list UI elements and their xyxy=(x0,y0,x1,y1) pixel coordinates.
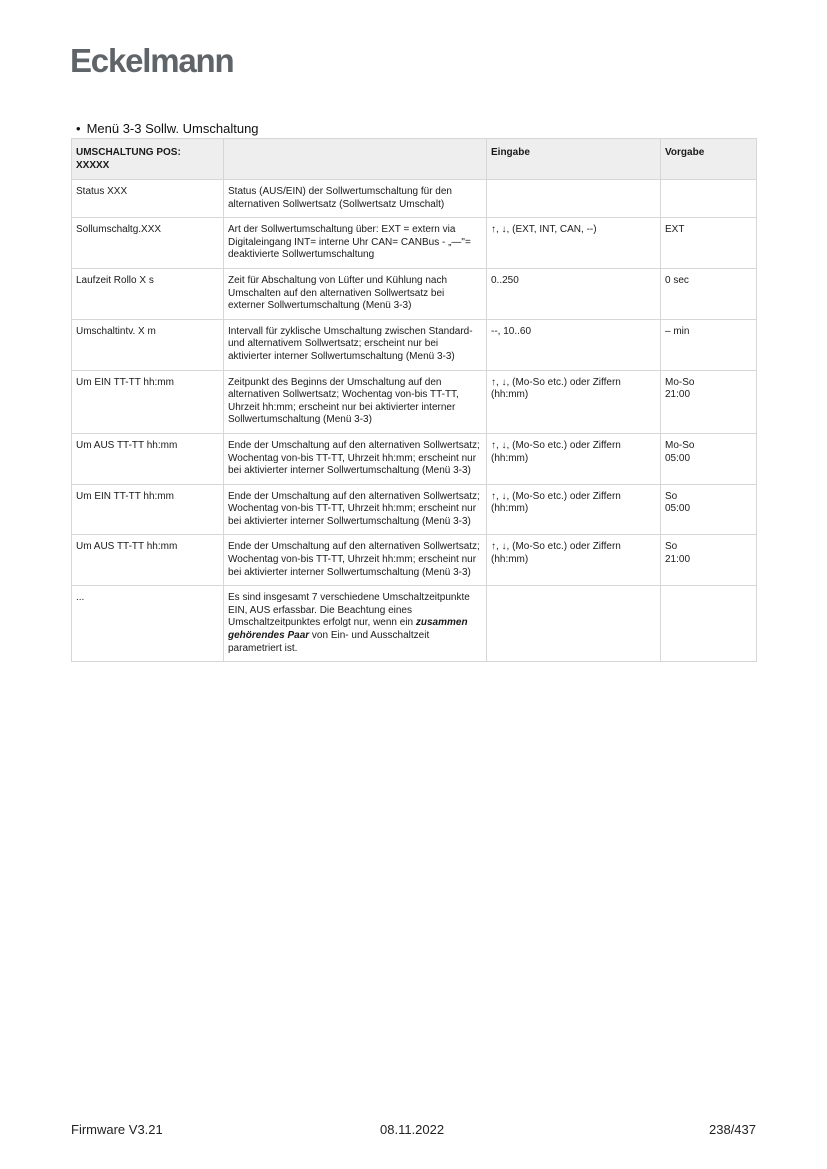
table-row xyxy=(72,535,757,586)
note-emphasis: zusammen gehörendes Paar xyxy=(228,617,468,642)
footer-date: 08.11.2022 xyxy=(380,1122,445,1137)
cell-eingabe: ↑, ↓, (Mo-So etc.) oder Ziffern (hh:mm) xyxy=(487,370,661,433)
cell-vorgabe: So 05:00 xyxy=(661,484,757,535)
section-heading xyxy=(76,121,259,136)
table-row xyxy=(72,180,757,218)
table-header-row xyxy=(72,139,757,180)
cell-description: Ende der Umschaltung auf den alternativen Sollwertsatz; Wochentag von-bis TT-TT, Uhrzeit hh:mm; erscheint nur bei aktivierter interner Sollwertumschaltung (Menü 3-3) xyxy=(224,433,487,484)
cell-parameter: Umschaltintv. X m xyxy=(72,319,224,370)
cell-description: Ende der Umschaltung auf den alternativen Sollwertsatz; Wochentag von-bis TT-TT, Uhrzeit hh:mm; erscheint nur bei aktivierter interner Sollwertumschaltung (Menü 3-3) xyxy=(224,535,487,586)
cell-vorgabe xyxy=(661,180,757,218)
cell-description: Zeitpunkt des Beginns der Umschaltung auf den alternativen Sollwertsatz; Wochentag von-bis TT-TT, Uhrzeit hh:mm; erscheint nur bei aktivierter interner Sollwertumschaltung (Menü 3-3) xyxy=(224,370,487,433)
umschaltung-table xyxy=(71,138,757,662)
cell-eingabe: ↑, ↓, (EXT, INT, CAN, --) xyxy=(487,218,661,269)
cell-description: Ende der Umschaltung auf den alternativen Sollwertsatz; Wochentag von-bis TT-TT, Uhrzeit hh:mm; erscheint nur bei aktivierter interner Sollwertumschaltung (Menü 3-3) xyxy=(224,484,487,535)
table-row xyxy=(72,484,757,535)
cell-eingabe: --, 10..60 xyxy=(487,319,661,370)
cell-vorgabe: – min xyxy=(661,319,757,370)
table-row xyxy=(72,586,757,662)
cell-eingabe: ↑, ↓, (Mo-So etc.) oder Ziffern (hh:mm) xyxy=(487,484,661,535)
cell-vorgabe: So 21:00 xyxy=(661,535,757,586)
cell-vorgabe: EXT xyxy=(661,218,757,269)
cell-eingabe: ↑, ↓, (Mo-So etc.) oder Ziffern (hh:mm) xyxy=(487,535,661,586)
cell-parameter: Um EIN TT-TT hh:mm xyxy=(72,484,224,535)
table-row xyxy=(72,218,757,269)
cell-parameter: ... xyxy=(72,586,224,662)
header-eingabe: Eingabe xyxy=(487,139,661,180)
cell-vorgabe: Mo-So 21:00 xyxy=(661,370,757,433)
cell-parameter: Um AUS TT-TT hh:mm xyxy=(72,535,224,586)
cell-eingabe: ↑, ↓, (Mo-So etc.) oder Ziffern (hh:mm) xyxy=(487,433,661,484)
cell-parameter: Status XXX xyxy=(72,180,224,218)
cell-vorgabe: 0 sec xyxy=(661,268,757,319)
cell-vorgabe xyxy=(661,586,757,662)
note-text-before: Es sind insgesamt 7 verschiedene Umschaltzeitpunkte EIN, AUS erfassbar. Die Beachtung eines Umschaltzeitpunktes erfolgt nur, wenn ein xyxy=(228,592,470,629)
cell-parameter: Laufzeit Rollo X s xyxy=(72,268,224,319)
table-row xyxy=(72,370,757,433)
section-title: Menü 3-3 Sollw. Umschaltung xyxy=(86,121,259,136)
cell-vorgabe: Mo-So 05:00 xyxy=(661,433,757,484)
cell-description: Status (AUS/EIN) der Sollwertumschaltung für den alternativen Sollwertsatz (Sollwertsatz Umschalt) xyxy=(224,180,487,218)
header-vorgabe: Vorgabe xyxy=(661,139,757,180)
cell-parameter: Sollumschaltg.XXX xyxy=(72,218,224,269)
cell-description: Art der Sollwertumschaltung über: EXT = extern via Digitaleingang INT= interne Uhr CAN= CANBus - „—"= deaktivierte Sollwertumschaltung xyxy=(224,218,487,269)
header-description xyxy=(224,139,487,180)
cell-eingabe xyxy=(487,586,661,662)
cell-description: Intervall für zyklische Umschaltung zwischen Standard- und alternativem Sollwertsatz; erscheint nur bei aktivierter interner Sollwertumschaltung (Menü 3-3) xyxy=(224,319,487,370)
note-text-after: von Ein- und Ausschaltzeit parametriert ist. xyxy=(228,630,430,654)
table-row xyxy=(72,433,757,484)
bullet: • xyxy=(76,121,81,136)
header-parameter: UMSCHALTUNG POS: XXXXX xyxy=(72,139,224,180)
footer-page-number: 238/437 xyxy=(709,1122,756,1137)
table-row xyxy=(72,268,757,319)
cell-description: Zeit für Abschaltung von Lüfter und Kühlung nach Umschalten auf den alternativen Sollwertsatz bei externer Sollwertumschaltung (Menü 3-3) xyxy=(224,268,487,319)
table-row xyxy=(72,319,757,370)
cell-parameter: Um AUS TT-TT hh:mm xyxy=(72,433,224,484)
eckelmann-logo: Eckelmann xyxy=(70,42,234,79)
cell-description xyxy=(224,586,487,662)
cell-eingabe xyxy=(487,180,661,218)
cell-eingabe: 0..250 xyxy=(487,268,661,319)
footer-firmware: Firmware V3.21 xyxy=(71,1122,163,1137)
cell-parameter: Um EIN TT-TT hh:mm xyxy=(72,370,224,433)
